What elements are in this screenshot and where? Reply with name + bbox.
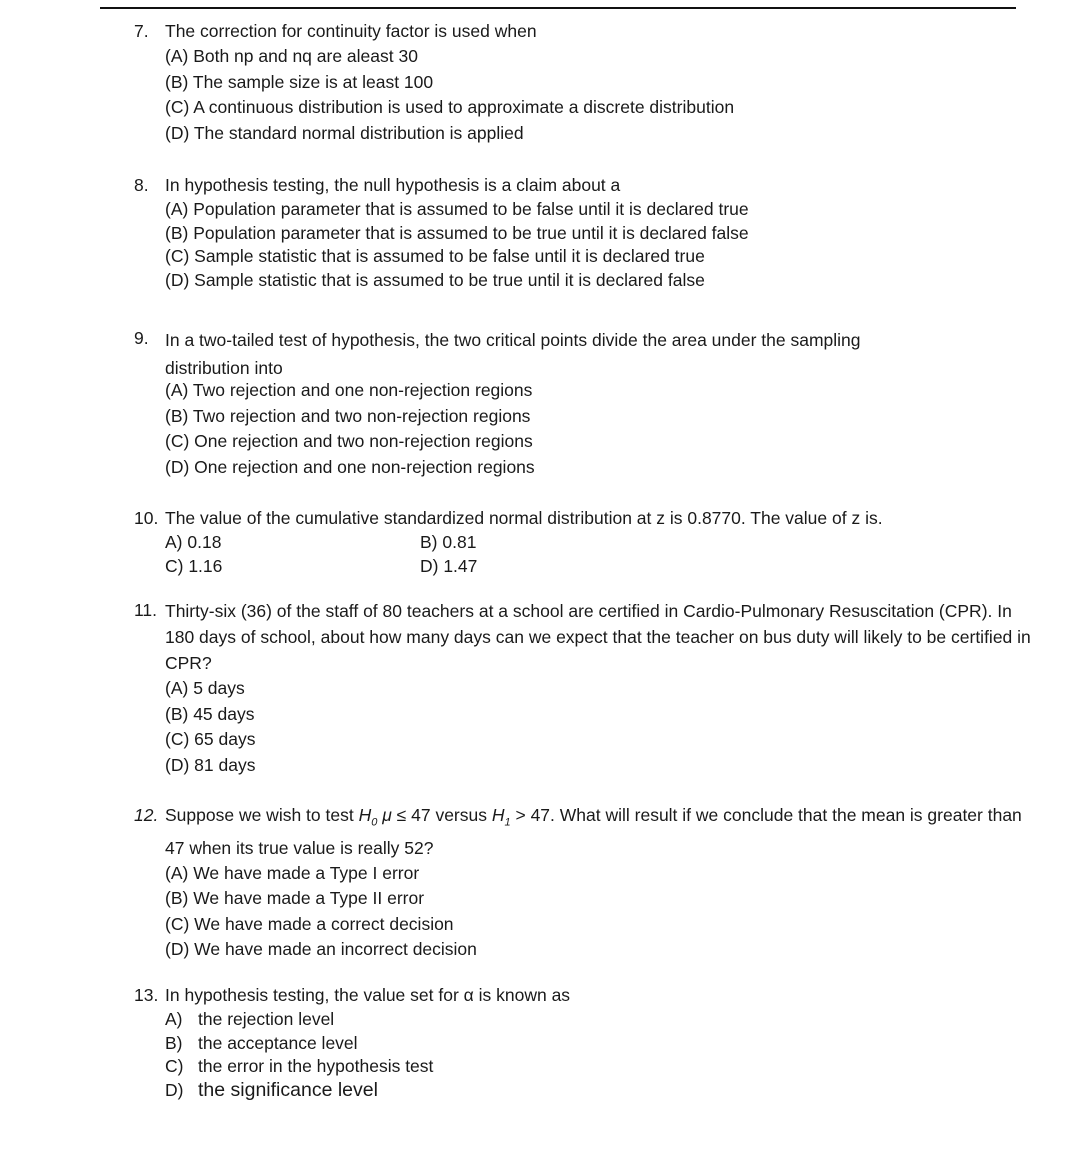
alternative-hypothesis-symbol: $H_1$	[491, 805, 511, 829]
option-c: (C) We have made a correct decision	[165, 913, 454, 934]
option-c: (C) One rejection and two non-rejection regions	[165, 431, 533, 451]
option-c: C) 1.16	[165, 555, 223, 576]
question-12	[134, 803, 1034, 963]
top-rule	[100, 7, 1016, 9]
question-stem: The value of the cumulative standardized normal distribution at z is 0.8770. The value of z is.	[165, 508, 883, 528]
question-number: 11.	[134, 600, 158, 620]
option-b: B) the acceptance level	[165, 1032, 358, 1053]
option-a: (A) Both np and nq are aleast 30	[165, 46, 418, 66]
option-b: (B) Two rejection and two non-rejection regions	[165, 405, 531, 426]
question-11	[134, 598, 1034, 778]
question-stem: The correction for continuity factor is used when	[165, 21, 537, 41]
question-8	[134, 173, 1034, 292]
option-d: D) the significance level	[165, 1078, 378, 1101]
question-stem: Suppose we wish to test $H_0$ μ ≤ 47 versus $H_1 > 47$. What will result if we conclude that the mean is greater than 47 when its true value is really 52?	[165, 805, 1022, 858]
mu-symbol: μ	[377, 805, 392, 825]
null-hypothesis-symbol: $H_0$	[358, 805, 378, 829]
option-b: (B) The sample size is at least 100	[165, 71, 434, 92]
question-number: 8.	[134, 175, 149, 195]
question-stem-line-1: In a two-tailed test of hypothesis, the two critical points divide the area under the sampling	[165, 330, 861, 350]
option-c: C) the error in the hypothesis test	[165, 1056, 434, 1076]
option-d: (D) 81 days	[165, 754, 256, 775]
question-stem: In hypothesis testing, the null hypothesis is a claim about a	[165, 175, 621, 195]
option-d: (D) We have made an incorrect decision	[165, 939, 477, 959]
option-d: (D) Sample statistic that is assumed to be true until it is declared false	[165, 269, 705, 290]
option-a: (A) Population parameter that is assumed to be false until it is declared true	[165, 199, 749, 219]
question-number: 7.	[134, 21, 149, 41]
question-number: 13.	[134, 985, 159, 1005]
option-d: (D) One rejection and one non-rejection regions	[165, 456, 535, 477]
question-number: 12.	[134, 805, 159, 825]
option-a: (A) 5 days	[165, 678, 245, 698]
option-a: (A) We have made a Type I error	[165, 862, 420, 883]
option-b: (B) 45 days	[165, 703, 255, 724]
option-a: A) 0.18	[165, 532, 222, 552]
question-10	[134, 506, 1034, 578]
question-number: 10.	[134, 508, 159, 528]
question-stem-line-2: distribution into	[165, 358, 283, 378]
question-stem: In hypothesis testing, the value set for α is known as	[165, 985, 571, 1005]
option-c: (C) A continuous distribution is used to approximate a discrete distribution	[165, 97, 735, 117]
question-number: 9.	[134, 328, 149, 348]
option-a: A) the rejection level	[165, 1009, 335, 1029]
option-b: B) 0.81	[420, 532, 477, 552]
option-d: D) 1.47	[420, 555, 478, 576]
option-a: (A) Two rejection and one non-rejection regions	[165, 380, 533, 400]
question-9	[134, 326, 1034, 480]
question-13	[134, 983, 1034, 1102]
option-c: (C) Sample statistic that is assumed to be false until it is declared true	[165, 246, 705, 266]
option-b: (B) Population parameter that is assumed to be true until it is declared false	[165, 222, 749, 243]
question-stem: Thirty-six (36) of the staff of 80 teachers at a school are certified in Cardio-Pulmonary Resuscitation (CPR). In 180 days of school, about how many days can we expect that the teacher on bus duty will likely to be certified in CPR?	[165, 601, 1031, 673]
option-b: (B) We have made a Type II error	[165, 888, 425, 908]
option-c: (C) 65 days	[165, 729, 256, 749]
question-7	[134, 19, 1034, 146]
option-d: (D) The standard normal distribution is applied	[165, 122, 524, 143]
